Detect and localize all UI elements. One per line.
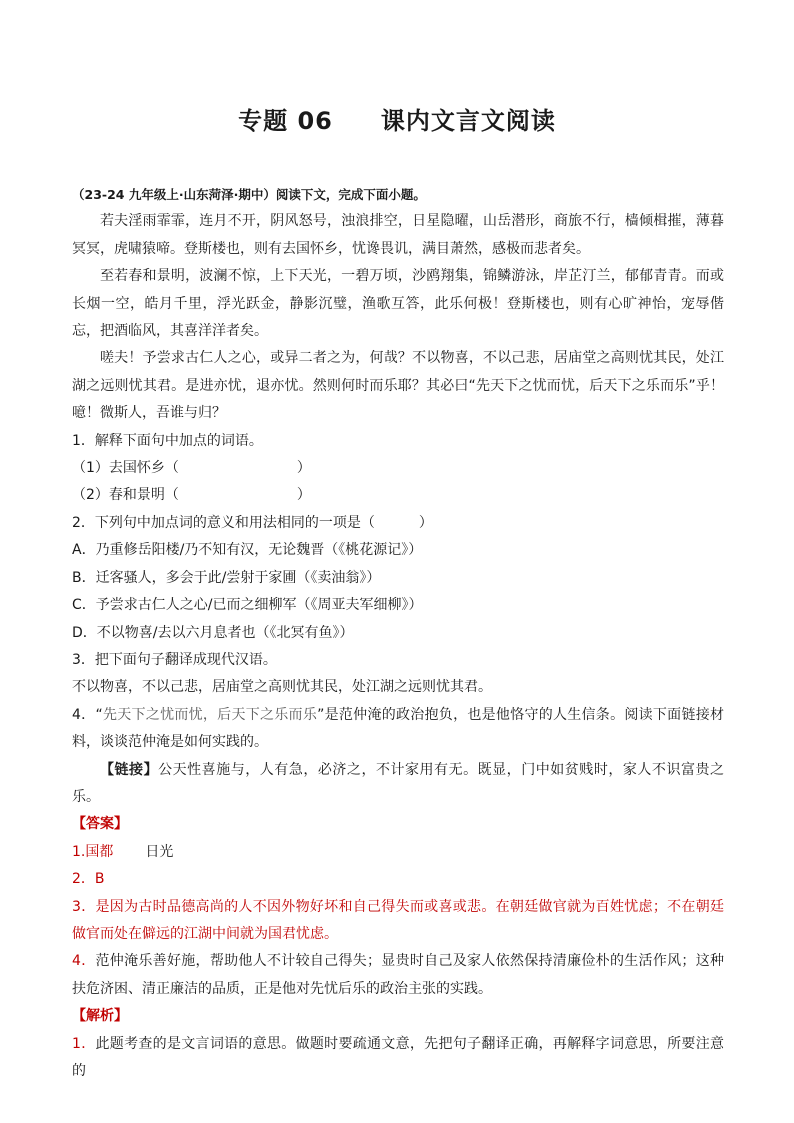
- answer-header: 【答案】: [72, 816, 128, 833]
- q4-stem-rest: ”是范仲淹的政治抱负，也是他恪守的人生信条。阅读下面链接材料，谈谈范仲淹是如何实践的。: [72, 706, 724, 751]
- q1-item-2-prefix: （2）春和景明（: [72, 487, 179, 504]
- analysis-1: [72, 1031, 724, 1086]
- q4-quote: 先天下之忧而忧，后天下之乐而乐: [102, 706, 318, 723]
- link-text: 公天性喜施与，人有急，必济之，不计家用有无。既显，门中如贫贱时，家人不识富贵之乐。: [72, 761, 725, 805]
- q2-stem-suffix: ）: [418, 514, 433, 531]
- answer-1-first: 国都: [85, 843, 114, 860]
- q2-option-d: D．不以物喜/去以六月息者也（《北冥有鱼》）: [72, 624, 354, 641]
- answer-2: 2．B: [72, 871, 105, 888]
- q2-stem: [72, 510, 724, 537]
- q1-stem: 1．解释下面句中加点的词语。: [72, 432, 263, 449]
- question-source: （23-24 九年级上·山东菏泽·期中）阅读下文，完成下面小题。: [72, 187, 426, 202]
- q4-stem: [72, 702, 724, 757]
- answer-4-text: 范仲淹乐善好施，帮助他人不计较自己得失；显贵时自己及家人依然保持清廉俭朴的生活作风；这种扶危济困、清正廉洁的品质，正是他对先忧后乐的政治主张的实践。: [72, 953, 724, 997]
- analysis-1-num: 1．: [72, 1035, 96, 1052]
- analysis-header: 【解析】: [72, 1008, 128, 1025]
- answer-1: [72, 839, 724, 866]
- q4-link-material: [72, 757, 724, 812]
- answer-1-num: 1.: [72, 843, 86, 860]
- q3-stem: 3．把下面句子翻译成现代汉语。: [72, 651, 277, 668]
- q2-option-a: A．乃重修岳阳楼/乃不知有汉，无论魏晋（《桃花源记》）: [72, 542, 423, 559]
- passage-paragraph-1: 若夫淫雨霏霏，连月不开，阴风怒号，浊浪排空，日星隐曜，山岳潜形，商旅不行，樯倾楫摧，薄暮冥冥，虎啸猿啼。登斯楼也，则有去国怀乡，忧谗畏讥，满目萧然，感极而悲者矣。: [72, 213, 724, 257]
- page-title: [0, 101, 794, 136]
- link-tag: 【链接】: [100, 761, 159, 778]
- q2-stem-prefix: 2．下列句中加点词的意义和用法相同的一项是（: [72, 514, 375, 531]
- document-body: [72, 181, 724, 1085]
- q1-item-1-prefix: （1）去国怀乡（: [72, 460, 179, 477]
- answer-1-second: 日光: [145, 843, 174, 860]
- answer-3-num: 3．: [72, 898, 96, 915]
- answer-3: [72, 894, 724, 949]
- q3-sentence: 不以物喜，不以己悲，居庙堂之高则忧其民，处江湖之远则忧其君。: [72, 679, 492, 696]
- analysis-1-text: 此题考查的是文言词语的意思。做题时要疏通文意，先把句子翻译正确，再解释字词意思，所要注意的: [72, 1035, 724, 1079]
- passage-paragraph-3: 嗟夫！予尝求古仁人之心，或异二者之为，何哉？不以物喜，不以己悲，居庙堂之高则忧其民，处江湖之远则忧其君。是进亦忧，退亦忧。然则何时而乐耶？其必曰“先天下之忧而忧，后天下之乐而乐”乎！噫！微斯人，吾谁与归？: [72, 350, 724, 422]
- answer-4: [72, 948, 724, 1003]
- q1-item-1-suffix: ）: [296, 460, 311, 477]
- q1-item-2-suffix: ）: [296, 487, 311, 504]
- q4-stem-open: 4．“: [72, 706, 103, 723]
- answer-4-num: 4．: [72, 953, 96, 970]
- answer-3-text: 是因为古时品德高尚的人不因外物好坏和自己得失而或喜或悲。在朝廷做官就为百姓忧虑；不在朝廷做官而处在僻远的江湖中间就为国君忧虑。: [72, 898, 724, 942]
- q2-option-b: B．迁客骚人，多会于此/尝射于家圃（《卖油翁》）: [72, 569, 381, 586]
- passage-paragraph-2: 至若春和景明，波澜不惊，上下天光，一碧万顷，沙鸥翔集，锦鳞游泳，岸芷汀兰，郁郁青青。而或长烟一空，皓月千里，浮光跃金，静影沉璧，渔歌互答，此乐何极！登斯楼也，则有心旷神怡，宠辱偕忘，把酒临风，其喜洋洋者矣。: [72, 268, 724, 340]
- q1-item-2: [72, 482, 724, 509]
- title-sub: 课内文言文阅读: [380, 107, 556, 135]
- q1-item-1: [72, 455, 724, 482]
- title-main: 专题 06: [238, 107, 333, 135]
- q2-option-c: C．予尝求古仁人之心/已而之细柳军（《周亚夫军细柳》）: [72, 597, 423, 614]
